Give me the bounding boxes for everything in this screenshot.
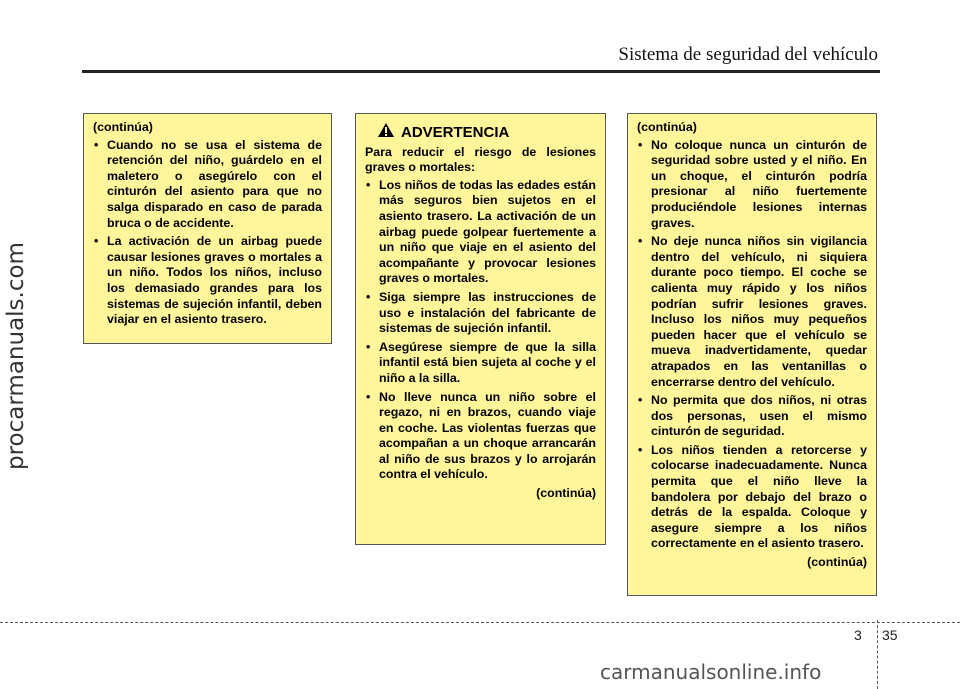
warning-intro: Para reducir el riesgo de lesiones graves o mortales: [365, 144, 596, 175]
right-bullet-list [637, 138, 867, 552]
warning-continued-label: (continúa) [536, 486, 596, 501]
warning-bullet-list [365, 178, 596, 483]
bottom-watermark: carmanualsonline.info [600, 660, 822, 684]
list-item: • Asegúrese siempre de que la silla infantil está bien sujeta al coche y el niño a la silla. [365, 340, 596, 387]
right-continued-box [627, 113, 877, 596]
right-continued-end-label: (continúa) [807, 555, 867, 570]
footer-rule [0, 622, 960, 623]
list-item: • La activación de un airbag puede causar lesiones graves o mortales a un niño. Todos los niños, incluso los demasiado grandes para los sistemas de sujeción infantil, deben viajar en el asiento trasero. [93, 234, 322, 328]
list-item: • Cuando no se usa el sistema de retención del niño, guárdelo en el maletero o asegúrelo con el cinturón del asiento para que no salga disparado en caso de parada bruca o de accidente. [93, 138, 322, 232]
list-item: • Los niños de todas las edades están más seguros bien sujetos en el asiento trasero. La activación de un airbag puede golpear fuertemente a un niño que viaje en el asiento del acompañante y provocar lesiones graves o mortales. [365, 178, 596, 287]
page-number-separator [877, 620, 878, 689]
warning-header [377, 122, 596, 143]
left-continued-box [83, 113, 332, 344]
list-item: • No permita que dos niños, ni otras dos personas, usen el mismo cinturón de seguridad. [637, 393, 867, 440]
warning-triangle-icon [377, 122, 395, 143]
page-header-title: Sistema de seguridad del vehículo [618, 44, 878, 65]
list-item: • Siga siempre las instrucciones de uso e instalación del fabricante de sistemas de sujeción infantil. [365, 290, 596, 337]
list-item: • No deje nunca niños sin vigilancia dentro del vehículo, ni siquiera durante poco tiempo. El coche se calienta muy rápido y los niños podrían sufrir lesiones graves. Incluso los niños muy pequeños pueden hacer que el vehículo se mueva inadvertidamente, quedar atrapados en las ventanillas o encerrarse dentro del vehículo. [637, 234, 867, 390]
warning-title: ADVERTENCIA [401, 123, 510, 141]
page-number-value: 35 [882, 627, 898, 643]
side-watermark-text: procarmanuals.com [3, 242, 29, 470]
list-item: • No coloque nunca un cinturón de seguridad sobre usted y el niño. En un choque, el cinturón podría presionar al niño fuertemente produciéndole lesiones internas graves. [637, 138, 867, 232]
left-continued-label: (continúa) [93, 120, 153, 134]
list-item: • Los niños tienden a retorcerse y colocarse inadecuadamente. Nunca permita que el niño lleve la bandolera por debajo del brazo o detrás de la espalda. Coloque y asegure siempre a los niños correctamente en el asiento trasero. [637, 443, 867, 552]
list-item: • No lleve nunca un niño sobre el regazo, ni en brazos, cuando viaje en coche. Las violentas fuerzas que acompañan a un choque arrancarán al niño de sus brazos y lo arrojarán contra el vehículo. [365, 390, 596, 484]
header-rule [82, 70, 880, 73]
right-continued-label: (continúa) [637, 120, 697, 134]
chapter-number: 3 [854, 627, 862, 643]
warning-box [355, 113, 606, 545]
left-bullet-list [93, 138, 322, 328]
